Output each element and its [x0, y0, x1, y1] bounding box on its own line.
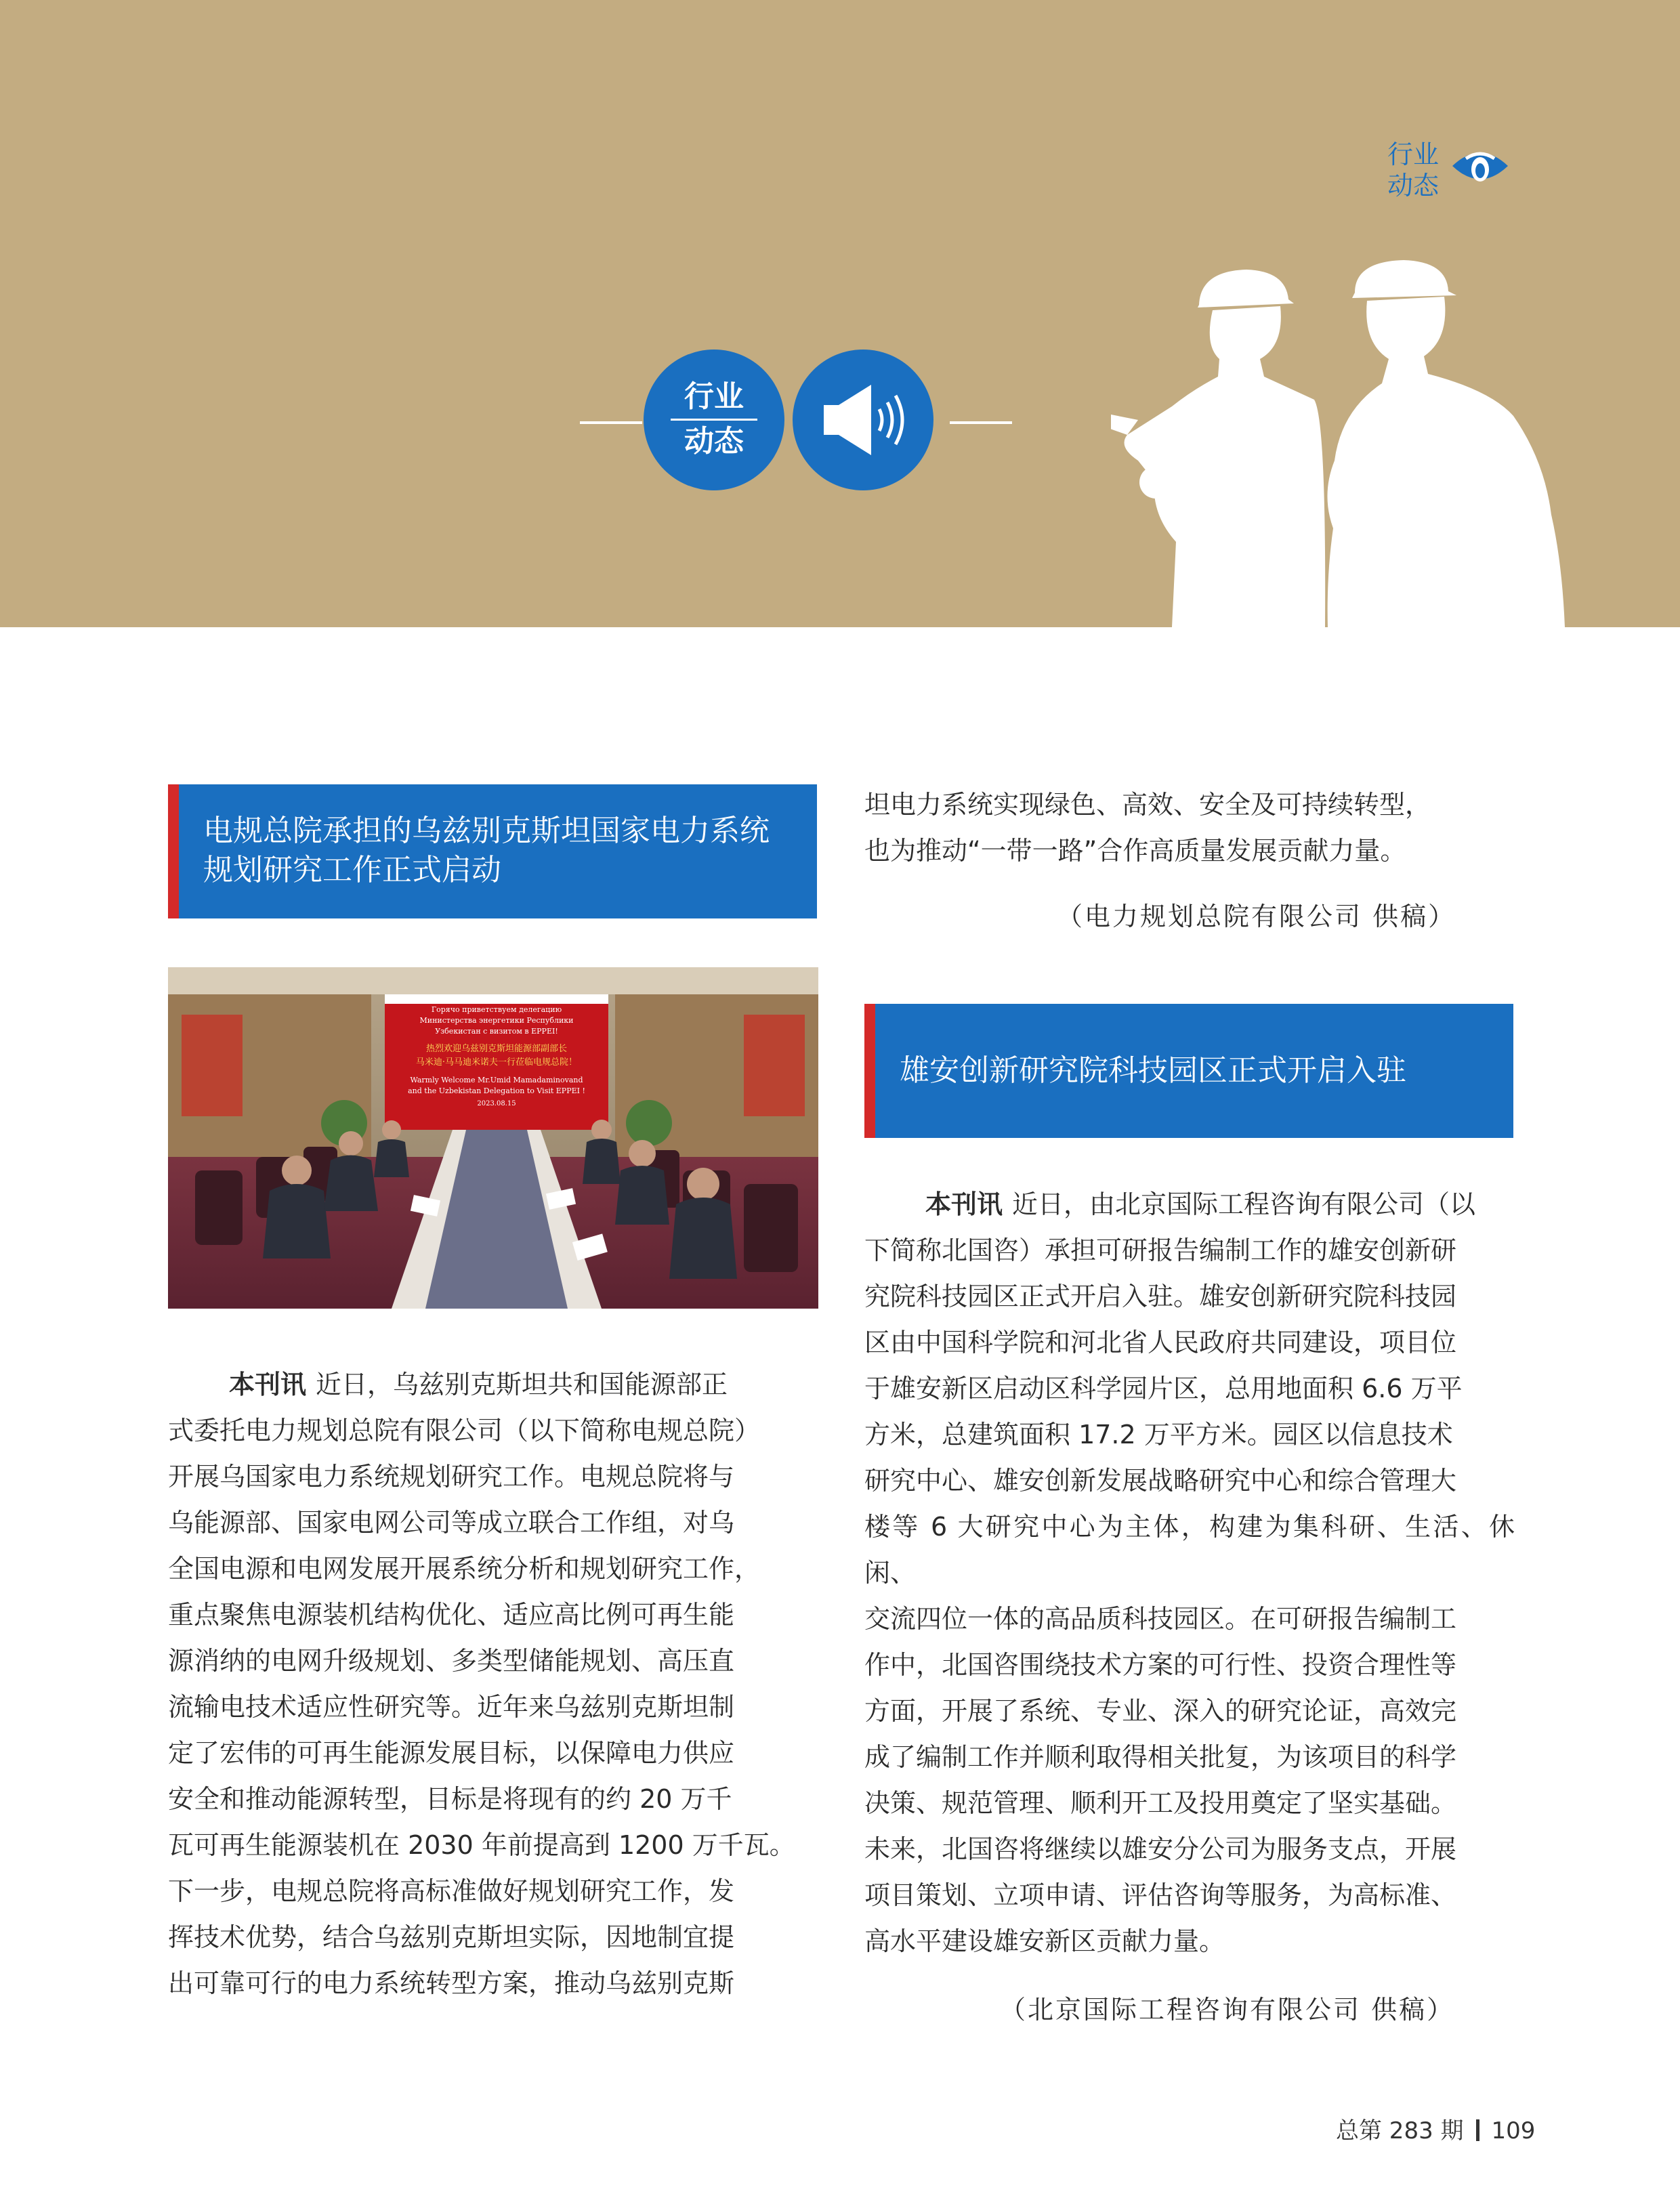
body-line: 源消纳的电网升级规划、多类型储能规划、高压直 [168, 1646, 735, 1676]
body-line: 作中，北国咨围绕技术方案的可行性、投资合理性等 [864, 1650, 1457, 1680]
article1-credit: （电力规划总院有限公司 供稿） [1057, 902, 1456, 931]
eye-icon [1450, 144, 1511, 188]
body-line: 流输电技术适应性研究等。近年来乌兹别克斯坦制 [168, 1692, 735, 1722]
article1-lead: 本刊讯 [229, 1370, 307, 1399]
article2-credit: （北京国际工程咨询有限公司 供稿） [1000, 1995, 1455, 2025]
article2-title: 雄安创新研究院科技园区正式开启入驻 [900, 1053, 1406, 1088]
body-line: 究院科技园区正式开启入驻。雄安创新研究院科技园 [864, 1282, 1457, 1311]
badge-line-1: 行业 [684, 379, 744, 414]
screen-text: Министерства энергетики Республики [419, 1016, 574, 1025]
article2-lead: 本刊讯 [925, 1189, 1003, 1219]
footer-separator [1476, 2119, 1479, 2141]
meeting-photo [168, 967, 818, 1309]
body-line: 方米，总建筑面积 17.2 万平方米。园区以信息技术 [864, 1420, 1453, 1450]
screen-text: 2023.08.15 [477, 1100, 516, 1107]
badge-rule [671, 419, 757, 421]
body-line: 定了宏伟的可再生能源发展目标，以保障电力供应 [168, 1738, 735, 1768]
body-line: 项目策划、立项申请、评估咨询等服务，为高标准、 [864, 1880, 1457, 1910]
body-line: 交流四位一体的高品质科技园区。在可研报告编制工 [864, 1604, 1457, 1634]
page-number: 109 [1491, 2117, 1536, 2144]
article1-continued [864, 782, 1515, 874]
screen-text: and the Uzbekistan Delegation to Visit EPPEI ! [408, 1086, 585, 1095]
corner-tag-line: 行业 [1387, 140, 1439, 169]
speaker-badge [793, 350, 933, 490]
body-line: 瓦可再生能源装机在 2030 年前提高到 1200 万千瓦。 [168, 1830, 795, 1860]
body-line: 未来，北国咨将继续以雄安分公司为服务支点，开展 [864, 1834, 1457, 1864]
screen-text: 马米迪·马马迪米诺夫一行莅临电规总院！ [415, 1057, 578, 1067]
issue-number: 总第 283 期 [1336, 2117, 1464, 2144]
body-line: 开展乌国家电力系统规划研究工作。电规总院将与 [168, 1462, 735, 1492]
body-line: 挥技术优势，结合乌兹别克斯坦实际，因地制宜提 [168, 1922, 735, 1952]
body-line: 高水平建设雄安新区贡献力量。 [864, 1926, 1225, 1956]
body-line: 本刊讯 近日，乌兹别克斯坦共和国能源部正 [229, 1370, 728, 1399]
meeting-room-image [168, 967, 818, 1309]
article1-title-line: 规划研究工作正式启动 [203, 853, 501, 887]
body-line: 出可靠可行的电力系统转型方案，推动乌兹别克斯 [168, 1968, 735, 1998]
article1-body [168, 1361, 818, 2006]
screen-text: Warmly Welcome Mr.Umid Mamadaminovand [410, 1076, 583, 1084]
article1-title-line: 电规总院承担的乌兹别克斯坦国家电力系统 [203, 813, 770, 848]
body-line: 重点聚焦电源装机结构优化、适应高比例可再生能 [168, 1600, 735, 1630]
body-line: 研究中心、雄安创新发展战略研究中心和综合管理大 [864, 1466, 1457, 1496]
body-line: 区由中国科学院和河北省人民政府共同建设，项目位 [864, 1328, 1457, 1357]
body-line: 式委托电力规划总院有限公司（以下简称电规总院） [168, 1416, 761, 1445]
body-line: 方面，开展了系统、专业、深入的研究论证，高效完 [864, 1696, 1457, 1726]
body-line: 乌能源部、国家电网公司等成立联合工作组，对乌 [168, 1508, 735, 1538]
page-footer [1336, 2112, 1535, 2145]
section-badge [644, 350, 784, 490]
body-line: 决策、规范管理、顺利开工及投用奠定了坚实基础。 [864, 1788, 1457, 1818]
article2-body [864, 1181, 1515, 1964]
article1-title-box [168, 784, 817, 918]
body-line: 安全和推动能源转型，目标是将现有的约 20 万千 [168, 1784, 732, 1814]
badge-dash-left [580, 421, 642, 424]
badge-dash-right [950, 421, 1012, 424]
badge-line-2: 动态 [684, 424, 744, 459]
screen-text: 热烈欢迎乌兹别克斯坦能源部副部长 [425, 1044, 568, 1054]
article2-title-box [864, 1004, 1513, 1138]
screen-text: Узбекистан с визитом в EPPEI! [435, 1027, 558, 1036]
body-line: 下一步，电规总院将高标准做好规划研究工作，发 [168, 1876, 735, 1906]
body-line: 本刊讯 近日，由北京国际工程咨询有限公司（以 [925, 1189, 1476, 1219]
title-accent-bar [864, 1004, 875, 1138]
screen-text: Горячо приветствуем делегацию [431, 1005, 562, 1014]
body-line: 下简称北国咨）承担可研报告编制工作的雄安创新研 [864, 1235, 1457, 1265]
body-line: 于雄安新区启动区科学园片区，总用地面积 6.6 万平 [864, 1374, 1463, 1403]
body-line: 全国电源和电网发展开展系统分析和规划研究工作， [168, 1554, 761, 1584]
body-line: 坦电力系统实现绿色、高效、安全及可持续转型， [864, 790, 1431, 820]
corner-tag-line: 动态 [1387, 171, 1439, 200]
body-line: 也为推动“一带一路”合作高质量发展贡献力量。 [864, 836, 1406, 866]
corner-section-tag [1379, 139, 1447, 201]
body-line: 楼等 6 大研究中心为主体，构建为集科研、生活、休闲、 [864, 1512, 1515, 1588]
body-line: 成了编制工作并顺利取得相关批复，为该项目的科学 [864, 1742, 1457, 1772]
worker-silhouettes [1111, 257, 1599, 627]
header-banner [0, 0, 1680, 627]
title-accent-bar [168, 784, 179, 918]
speaker-icon [793, 350, 933, 490]
